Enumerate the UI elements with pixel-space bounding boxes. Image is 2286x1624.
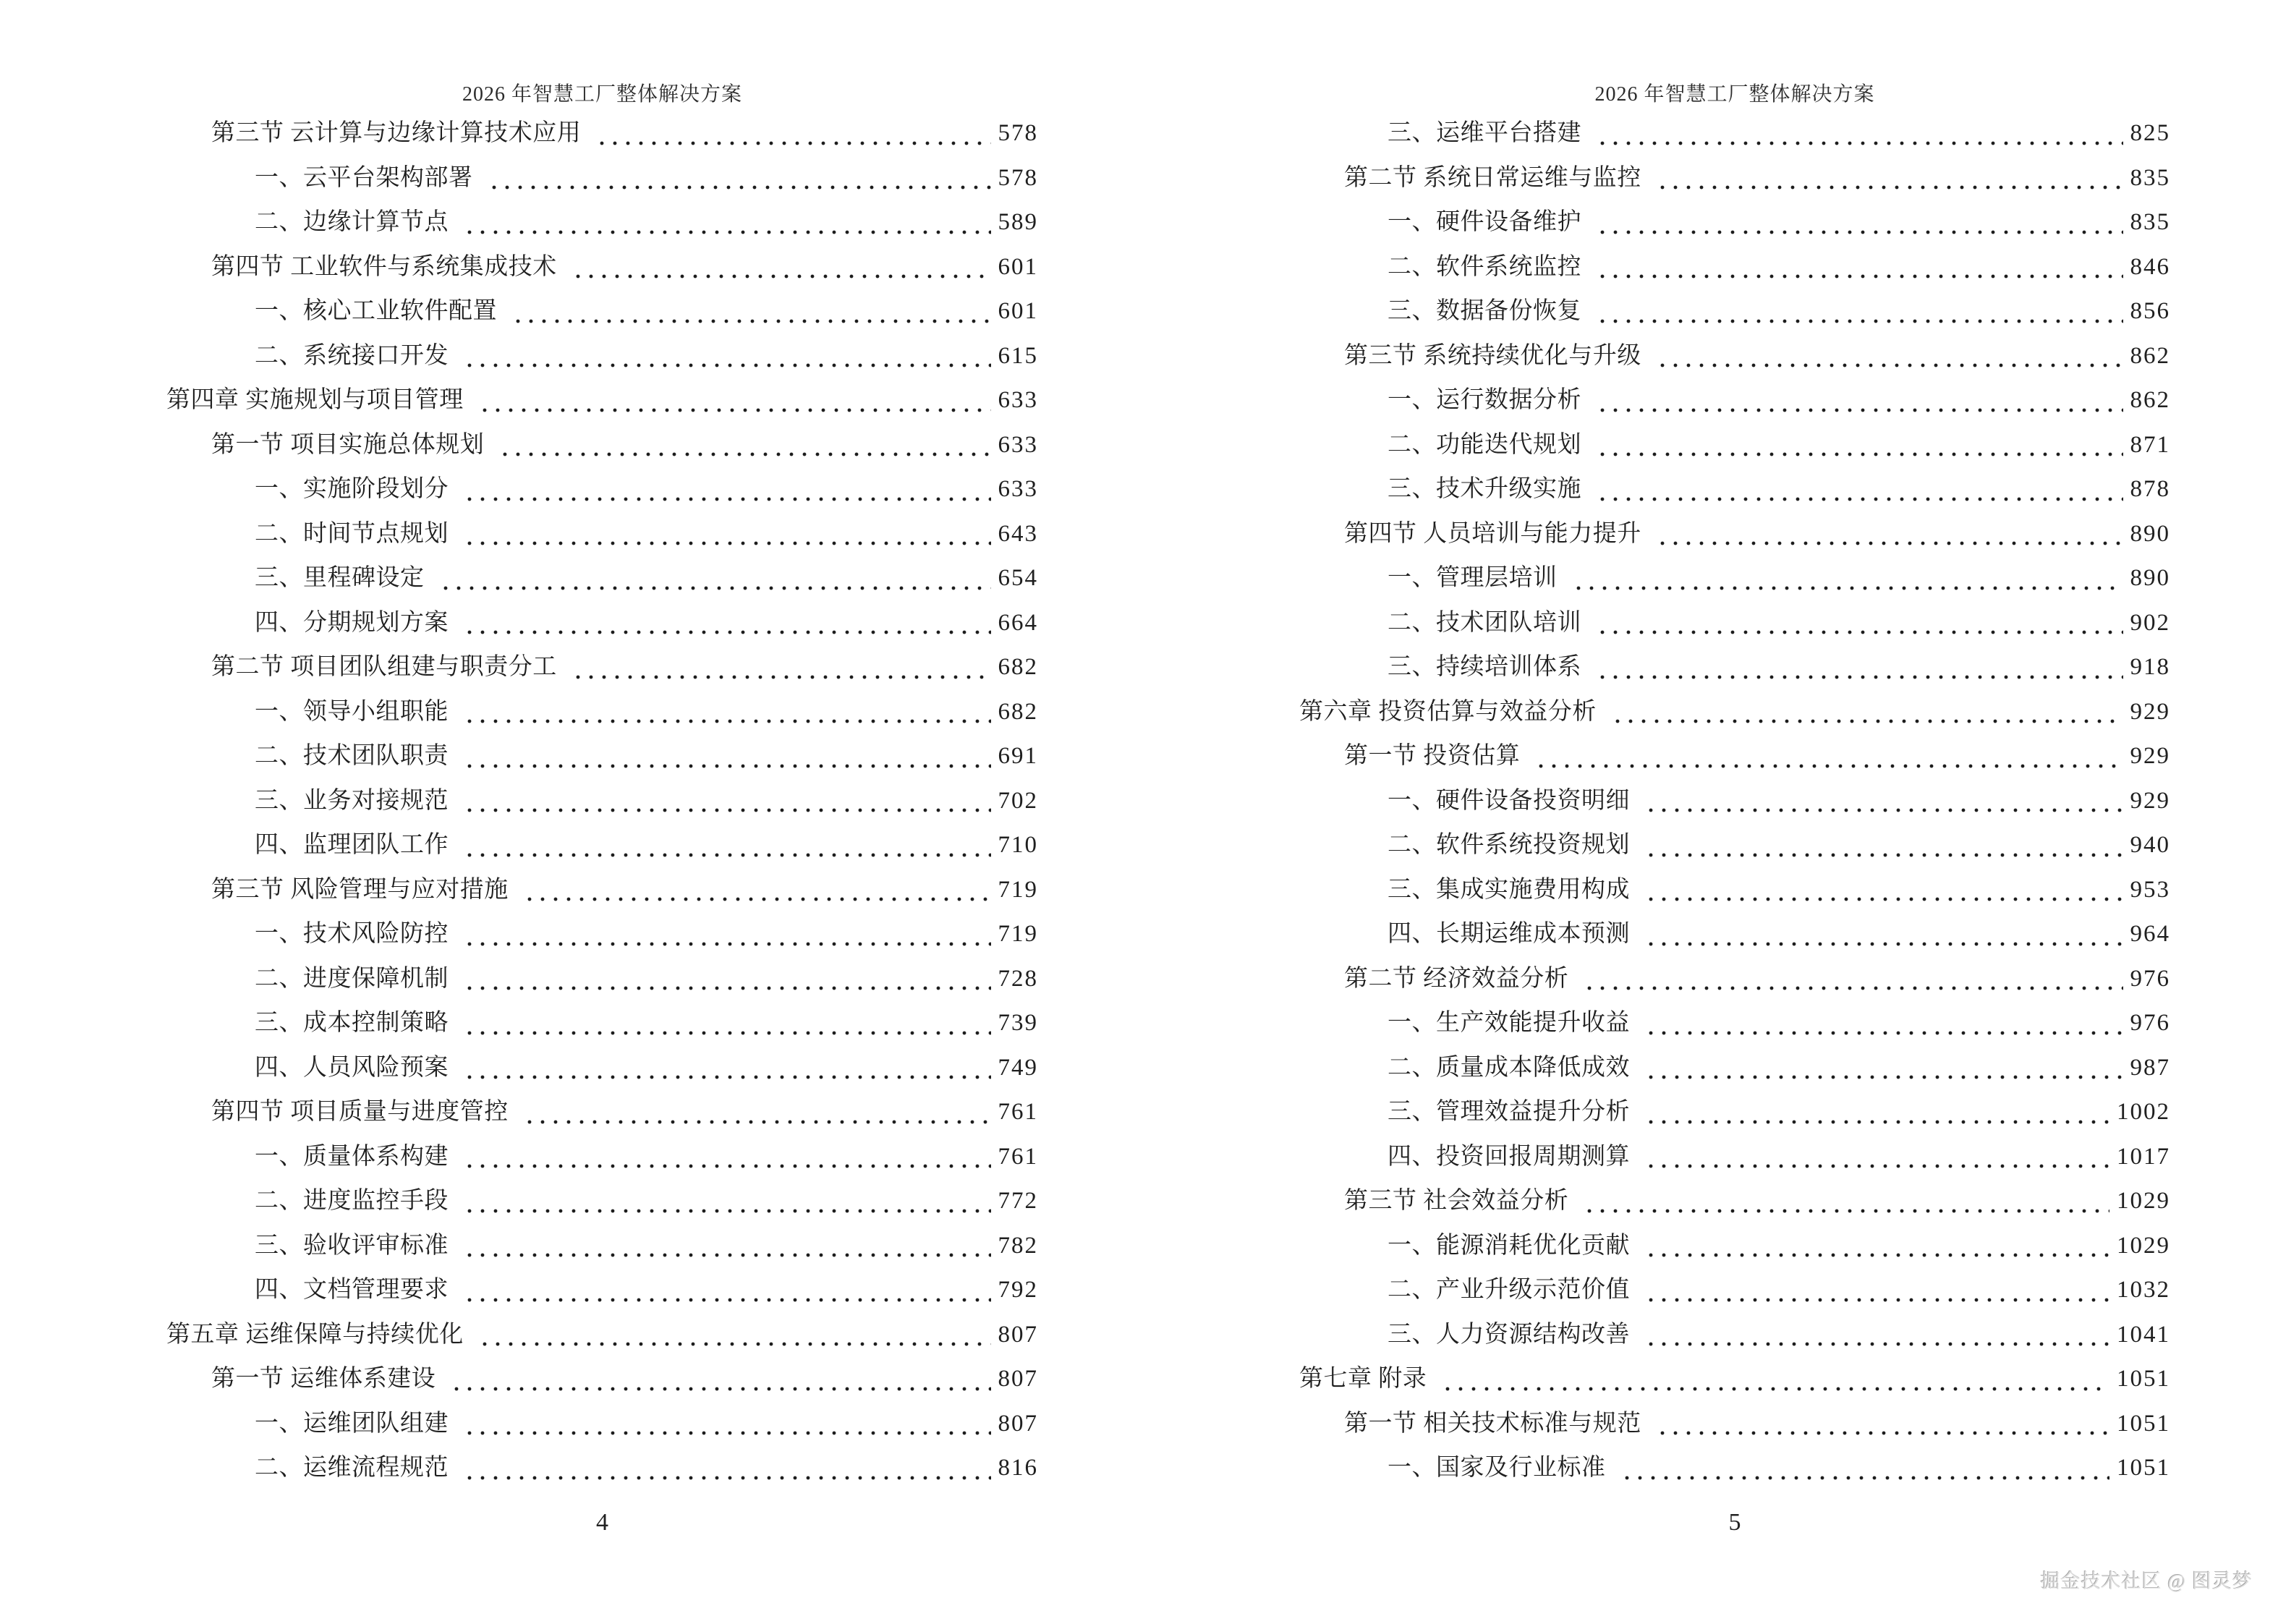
toc-entry-pagenum: 702 (998, 787, 1038, 814)
toc-leader-dots (474, 378, 991, 423)
toc-entry-title: 二、系统接口开发 (255, 342, 449, 369)
toc-entry[interactable] (1299, 423, 2170, 468)
toc-entry[interactable] (1299, 289, 2170, 334)
toc-entry-pagenum: 739 (998, 1010, 1038, 1036)
toc-leader-dots (459, 1446, 991, 1491)
toc-leader-dots (459, 1046, 991, 1091)
toc-entry[interactable] (166, 957, 1038, 1002)
toc-entry[interactable] (166, 423, 1038, 468)
toc-entry-title: 一、生产效能提升收益 (1388, 1010, 1630, 1036)
toc-leader-dots (1652, 334, 2123, 379)
toc-leader-dots (1640, 1224, 2109, 1269)
toc-entry-title: 第四节 工业软件与系统集成技术 (211, 253, 557, 280)
toc-leader-dots (1640, 1135, 2109, 1180)
toc-entry[interactable] (1299, 378, 2170, 423)
toc-entry-pagenum: 929 (2130, 787, 2170, 814)
toc-entry[interactable] (1299, 1001, 2170, 1046)
toc-entry[interactable] (166, 868, 1038, 913)
toc-entry-title: 三、数据备份恢复 (1388, 298, 1581, 324)
toc-entry[interactable] (1299, 734, 2170, 779)
toc-entry[interactable] (1299, 957, 2170, 1002)
toc-entry[interactable] (166, 1224, 1038, 1269)
toc-leader-dots (474, 1313, 991, 1358)
toc-entry[interactable] (1299, 467, 2170, 512)
toc-entry[interactable] (166, 245, 1038, 290)
toc-entry-pagenum: 856 (2130, 298, 2170, 324)
toc-entry-title: 第五章 运维保障与持续优化 (166, 1321, 464, 1348)
toc-entry-pagenum: 929 (2130, 698, 2170, 725)
toc-entry-title: 一、云平台架构部署 (255, 164, 473, 191)
toc-entry[interactable] (166, 111, 1038, 156)
toc-leader-dots (494, 423, 990, 468)
toc-entry[interactable] (166, 1135, 1038, 1180)
toc-entry-pagenum: 1041 (2117, 1321, 2170, 1348)
toc-entry-title: 第一节 运维体系建设 (211, 1366, 436, 1392)
toc-entry-pagenum: 615 (998, 342, 1038, 369)
toc-entry-title: 第二节 系统日常运维与监控 (1344, 164, 1641, 191)
toc-entry[interactable] (1299, 1224, 2170, 1269)
toc-entry-title: 第一节 相关技术标准与规范 (1344, 1410, 1641, 1437)
toc-entry[interactable] (1299, 556, 2170, 601)
toc-entry-pagenum: 601 (998, 298, 1038, 324)
toc-leader-dots (1592, 289, 2123, 334)
toc-leader-dots (483, 156, 991, 201)
toc-entry-pagenum: 643 (998, 520, 1038, 547)
toc-entry-title: 三、管理效益提升分析 (1388, 1099, 1630, 1125)
toc-entry[interactable] (1299, 156, 2170, 201)
toc-entry[interactable] (166, 1179, 1038, 1224)
toc-leader-dots (1652, 156, 2123, 201)
toc-entry-title: 第三节 云计算与边缘计算技术应用 (211, 120, 582, 146)
toc-entry[interactable] (1299, 779, 2170, 824)
toc-entry-title: 二、质量成本降低成效 (1388, 1054, 1630, 1081)
toc-entry-pagenum: 682 (998, 654, 1038, 680)
toc-entry-pagenum: 654 (998, 565, 1038, 591)
toc-leader-dots (459, 957, 991, 1002)
toc-entry-pagenum: 890 (2130, 520, 2170, 547)
toc-entry[interactable] (166, 734, 1038, 779)
toc-entry-title: 二、进度监控手段 (255, 1188, 449, 1214)
toc-entry[interactable] (1299, 601, 2170, 646)
toc-leader-dots (446, 1357, 990, 1402)
toc-entry-pagenum: 1002 (2117, 1099, 2170, 1125)
toc-entry[interactable] (166, 556, 1038, 601)
toc-entry-title: 第一节 投资估算 (1344, 743, 1521, 769)
toc-leader-dots (1578, 957, 2123, 1002)
toc-entry-pagenum: 835 (2130, 209, 2170, 235)
toc-entry-title: 二、边缘计算节点 (255, 209, 449, 235)
toc-entry[interactable] (1299, 111, 2170, 156)
toc-leader-dots (459, 1268, 991, 1313)
toc-entry[interactable] (166, 289, 1038, 334)
toc-leader-dots (1640, 1001, 2123, 1046)
toc-page-right (1299, 0, 2170, 1624)
toc-entry-title: 第三节 风险管理与应对措施 (211, 876, 509, 903)
toc-entry[interactable] (166, 779, 1038, 824)
toc-leader-dots (1530, 734, 2123, 779)
toc-entry[interactable] (1299, 1402, 2170, 1447)
toc-page-left (166, 0, 1038, 1624)
toc-entry-title: 三、里程碑设定 (255, 565, 425, 591)
toc-entry-pagenum: 953 (2130, 876, 2170, 903)
toc-entry-title: 四、人员风险预案 (255, 1054, 449, 1081)
toc-entry-title: 二、进度保障机制 (255, 965, 449, 992)
toc-leader-dots (459, 601, 991, 646)
toc-entry-pagenum: 728 (998, 965, 1038, 992)
toc-entry-pagenum: 846 (2130, 253, 2170, 280)
toc-entry-title: 二、功能迭代规划 (1388, 431, 1581, 458)
toc-leader-dots (459, 912, 991, 957)
toc-leader-dots (519, 868, 991, 913)
toc-entry-pagenum: 902 (2130, 609, 2170, 636)
toc-entry-pagenum: 890 (2130, 565, 2170, 591)
toc-entry-title: 二、软件系统监控 (1388, 253, 1581, 280)
toc-entry-pagenum: 1051 (2117, 1410, 2170, 1437)
toc-entry-pagenum: 589 (998, 209, 1038, 235)
toc-entry-title: 一、技术风险防控 (255, 921, 449, 947)
toc-entry-title: 第四节 人员培训与能力提升 (1344, 520, 1641, 547)
toc-entry-title: 第三节 社会效益分析 (1344, 1188, 1569, 1214)
toc-leader-dots (567, 645, 991, 690)
toc-leader-dots (1592, 601, 2123, 646)
toc-entry[interactable] (166, 1446, 1038, 1491)
toc-leader-dots (1640, 1268, 2109, 1313)
toc-entry-pagenum: 825 (2130, 120, 2170, 146)
toc-leader-dots (1437, 1357, 2109, 1402)
toc-entry-title: 三、持续培训体系 (1388, 654, 1581, 680)
toc-entry[interactable] (166, 601, 1038, 646)
page-header: 2026 年智慧工厂整体解决方案 (1594, 83, 1875, 106)
toc-entry-pagenum: 682 (998, 698, 1038, 725)
toc-list (166, 111, 1038, 1491)
toc-entry-pagenum: 601 (998, 253, 1038, 280)
toc-entry-title: 第四章 实施规划与项目管理 (166, 387, 464, 413)
toc-entry[interactable] (1299, 1446, 2170, 1491)
toc-leader-dots (459, 823, 991, 868)
toc-leader-dots (567, 245, 991, 290)
page-header: 2026 年智慧工厂整体解决方案 (462, 83, 742, 106)
toc-leader-dots (459, 1224, 991, 1269)
toc-entry-pagenum: 807 (998, 1321, 1038, 1348)
toc-entry[interactable] (1299, 334, 2170, 379)
toc-entry-title: 第二节 项目团队组建与职责分工 (211, 654, 557, 680)
toc-leader-dots (1568, 556, 2123, 601)
toc-leader-dots (1607, 690, 2123, 735)
toc-leader-dots (459, 690, 991, 735)
toc-entry-pagenum: 772 (998, 1188, 1038, 1214)
toc-entry-pagenum: 816 (998, 1455, 1038, 1481)
toc-entry[interactable] (166, 690, 1038, 735)
toc-entry[interactable] (1299, 1357, 2170, 1402)
toc-entry-title: 三、人力资源结构改善 (1388, 1321, 1630, 1348)
toc-leader-dots (507, 289, 991, 334)
toc-entry-pagenum: 964 (2130, 921, 2170, 947)
toc-entry-title: 一、领导小组职能 (255, 698, 449, 725)
toc-entry-pagenum: 862 (2130, 342, 2170, 369)
toc-entry[interactable] (1299, 690, 2170, 735)
toc-leader-dots (459, 779, 991, 824)
toc-entry[interactable] (1299, 245, 2170, 290)
toc-leader-dots (1592, 245, 2123, 290)
toc-entry[interactable] (1299, 1313, 2170, 1358)
toc-entry[interactable] (1299, 1179, 2170, 1224)
toc-entry-title: 四、分期规划方案 (255, 609, 449, 636)
toc-entry-title: 二、技术团队培训 (1388, 609, 1581, 636)
toc-entry-title: 二、时间节点规划 (255, 520, 449, 547)
toc-entry[interactable] (166, 156, 1038, 201)
toc-entry-title: 三、集成实施费用构成 (1388, 876, 1630, 903)
toc-entry-pagenum: 761 (998, 1099, 1038, 1125)
toc-leader-dots (459, 334, 991, 379)
toc-entry-title: 二、产业升级示范价值 (1388, 1277, 1630, 1303)
toc-entry-pagenum: 871 (2130, 431, 2170, 458)
toc-entry[interactable] (166, 334, 1038, 379)
toc-entry-title: 三、业务对接规范 (255, 787, 449, 814)
toc-entry[interactable] (166, 378, 1038, 423)
toc-entry-pagenum: 1051 (2117, 1455, 2170, 1481)
toc-leader-dots (1592, 378, 2123, 423)
toc-leader-dots (1640, 1090, 2109, 1135)
toc-entry-title: 一、质量体系构建 (255, 1143, 449, 1170)
toc-entry[interactable] (166, 645, 1038, 690)
toc-entry-title: 三、成本控制策略 (255, 1010, 449, 1036)
toc-entry-title: 一、运行数据分析 (1388, 387, 1581, 413)
toc-entry-title: 三、技术升级实施 (1388, 476, 1581, 502)
toc-entry-pagenum: 691 (998, 743, 1038, 769)
toc-leader-dots (1592, 200, 2123, 245)
toc-entry[interactable] (1299, 200, 2170, 245)
toc-entry-title: 二、运维流程规范 (255, 1455, 449, 1481)
toc-entry-title: 第七章 附录 (1299, 1366, 1427, 1392)
toc-entry-pagenum: 710 (998, 832, 1038, 858)
toc-entry-title: 一、运维团队组建 (255, 1410, 449, 1437)
toc-entry-title: 第二节 经济效益分析 (1344, 965, 1569, 992)
toc-leader-dots (1640, 912, 2123, 957)
toc-entry-title: 二、技术团队职责 (255, 743, 449, 769)
toc-entry-pagenum: 987 (2130, 1054, 2170, 1081)
toc-entry-pagenum: 761 (998, 1143, 1038, 1170)
toc-entry-title: 一、实施阶段划分 (255, 476, 449, 502)
toc-entry-pagenum: 1032 (2117, 1277, 2170, 1303)
toc-entry-title: 一、国家及行业标准 (1388, 1455, 1606, 1481)
toc-entry-pagenum: 835 (2130, 164, 2170, 191)
toc-leader-dots (459, 467, 991, 512)
toc-entry[interactable] (1299, 823, 2170, 868)
toc-entry[interactable] (1299, 868, 2170, 913)
toc-entry-pagenum: 782 (998, 1232, 1038, 1259)
watermark: 掘金技术社区 @ 图灵梦 (2040, 1570, 2253, 1592)
toc-entry-pagenum: 918 (2130, 654, 2170, 680)
toc-entry-pagenum: 664 (998, 609, 1038, 636)
toc-entry[interactable] (1299, 1090, 2170, 1135)
toc-entry[interactable] (166, 1001, 1038, 1046)
toc-entry[interactable] (1299, 912, 2170, 957)
toc-entry-title: 一、能源消耗优化贡献 (1388, 1232, 1630, 1259)
toc-entry[interactable] (166, 1357, 1038, 1402)
toc-entry-pagenum: 792 (998, 1277, 1038, 1303)
toc-entry-title: 四、文档管理要求 (255, 1277, 449, 1303)
toc-entry-pagenum: 807 (998, 1366, 1038, 1392)
toc-entry-title: 三、验收评审标准 (255, 1232, 449, 1259)
toc-entry[interactable] (1299, 1046, 2170, 1091)
toc-leader-dots (1592, 645, 2123, 690)
toc-entry-pagenum: 1029 (2117, 1232, 2170, 1259)
toc-entry[interactable] (166, 1046, 1038, 1091)
toc-entry-title: 四、监理团队工作 (255, 832, 449, 858)
toc-entry[interactable] (166, 1268, 1038, 1313)
toc-entry-title: 一、硬件设备投资明细 (1388, 787, 1630, 814)
toc-entry-pagenum: 633 (998, 476, 1038, 502)
toc-entry-pagenum: 807 (998, 1410, 1038, 1437)
toc-entry-title: 一、核心工业软件配置 (255, 298, 497, 324)
toc-entry[interactable] (166, 200, 1038, 245)
toc-leader-dots (591, 111, 990, 156)
toc-entry-pagenum: 633 (998, 431, 1038, 458)
toc-entry-pagenum: 1017 (2117, 1143, 2170, 1170)
toc-entry[interactable] (166, 1402, 1038, 1447)
toc-entry[interactable] (166, 467, 1038, 512)
page-number: 5 (1728, 1509, 1741, 1536)
toc-leader-dots (1652, 1402, 2109, 1447)
toc-leader-dots (1578, 1179, 2109, 1224)
toc-entry-pagenum: 976 (2130, 965, 2170, 992)
toc-leader-dots (459, 1001, 991, 1046)
toc-entry-pagenum: 719 (998, 921, 1038, 947)
toc-entry[interactable] (166, 1090, 1038, 1135)
toc-entry[interactable] (1299, 1268, 2170, 1313)
toc-entry-title: 一、硬件设备维护 (1388, 209, 1581, 235)
toc-leader-dots (1616, 1446, 2110, 1491)
toc-entry-pagenum: 578 (998, 120, 1038, 146)
toc-entry-title: 二、软件系统投资规划 (1388, 832, 1630, 858)
toc-leader-dots (1592, 423, 2123, 468)
toc-entry-pagenum: 1029 (2117, 1188, 2170, 1214)
toc-leader-dots (459, 734, 991, 779)
toc-entry-pagenum: 578 (998, 164, 1038, 191)
toc-leader-dots (1592, 467, 2123, 512)
toc-entry-title: 第一节 项目实施总体规划 (211, 431, 485, 458)
toc-entry[interactable] (166, 512, 1038, 557)
toc-leader-dots (1640, 823, 2123, 868)
toc-leader-dots (1640, 779, 2123, 824)
toc-leader-dots (459, 1135, 991, 1180)
toc-leader-dots (459, 200, 991, 245)
toc-entry-pagenum: 878 (2130, 476, 2170, 502)
page-number: 4 (596, 1509, 608, 1536)
toc-entry-pagenum: 929 (2130, 743, 2170, 769)
toc-leader-dots (1640, 1046, 2123, 1091)
toc-entry-pagenum: 749 (998, 1054, 1038, 1081)
toc-leader-dots (459, 512, 991, 557)
toc-entry-pagenum: 1051 (2117, 1366, 2170, 1392)
toc-list (1299, 111, 2170, 1491)
toc-leader-dots (1592, 111, 2123, 156)
toc-entry-title: 第三节 系统持续优化与升级 (1344, 342, 1641, 369)
toc-entry-title: 第四节 项目质量与进度管控 (211, 1099, 509, 1125)
toc-entry-pagenum: 940 (2130, 832, 2170, 858)
toc-entry[interactable] (166, 912, 1038, 957)
toc-entry-pagenum: 976 (2130, 1010, 2170, 1036)
toc-entry-title: 第六章 投资估算与效益分析 (1299, 698, 1597, 725)
toc-entry-pagenum: 862 (2130, 387, 2170, 413)
toc-entry-title: 四、长期运维成本预测 (1388, 921, 1630, 947)
toc-entry[interactable] (166, 823, 1038, 868)
toc-leader-dots (519, 1090, 991, 1135)
toc-leader-dots (1640, 1313, 2109, 1358)
toc-leader-dots (1652, 512, 2123, 557)
toc-entry[interactable] (1299, 512, 2170, 557)
toc-leader-dots (459, 1402, 991, 1447)
toc-entry-title: 一、管理层培训 (1388, 565, 1558, 591)
toc-entry-pagenum: 633 (998, 387, 1038, 413)
toc-entry-pagenum: 719 (998, 876, 1038, 903)
toc-entry[interactable] (166, 1313, 1038, 1358)
toc-entry[interactable] (1299, 1135, 2170, 1180)
toc-entry-title: 四、投资回报周期测算 (1388, 1143, 1630, 1170)
toc-leader-dots (459, 1179, 991, 1224)
toc-leader-dots (435, 556, 991, 601)
toc-entry-title: 三、运维平台搭建 (1388, 120, 1581, 146)
toc-entry[interactable] (1299, 645, 2170, 690)
toc-leader-dots (1640, 868, 2123, 913)
